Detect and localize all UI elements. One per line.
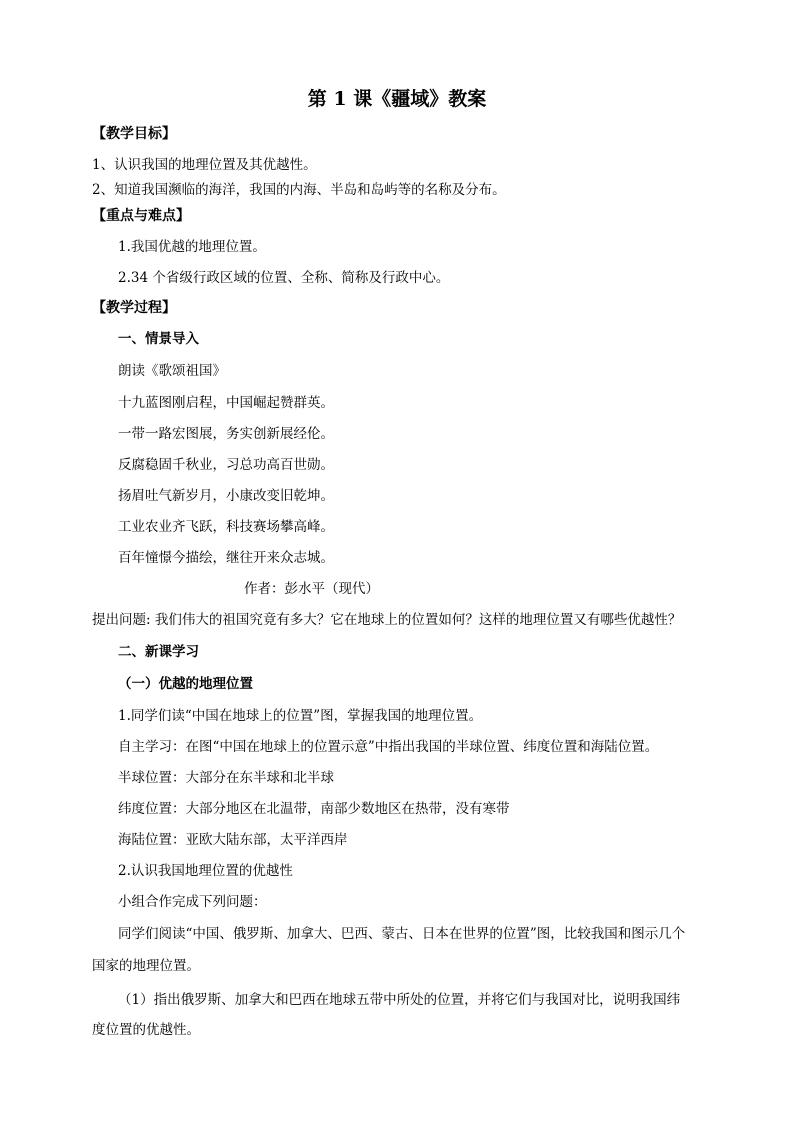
document-title: 第 1 课《疆域》教案 <box>307 88 487 110</box>
part-heading-new-lesson: 二、新课学习 <box>118 644 199 660</box>
sub-heading-location: （一）优越的地理位置 <box>118 676 253 692</box>
poem-line: 十九蓝图刚启程，中国崛起赞群英。 <box>118 395 334 411</box>
paragraph-line: 同学们阅读“中国、俄罗斯、加拿大、巴西、蒙古、日本在世界的位置”图，比较我国和图示几个 <box>118 926 686 942</box>
poem-title: 朗读《歌颂祖国》 <box>118 363 226 379</box>
part-heading-intro: 一、情景导入 <box>118 331 199 347</box>
paragraph-line: （1）指出俄罗斯、加拿大和巴西在地球五带中所处的位置，并将它们与我国对比，说明我国纬 <box>118 992 681 1008</box>
lesson-line: 小组合作完成下列问题： <box>118 894 267 910</box>
poem-author: 作者：彭水平（现代） <box>244 581 379 597</box>
paragraph-line: 度位置的优越性。 <box>92 1022 200 1038</box>
key-point-2: 2.34 个省级行政区域的位置、全称、简称及行政中心。 <box>118 270 450 286</box>
lesson-line: 海陆位置：亚欧大陆东部，太平洋西岸 <box>118 832 348 848</box>
section-heading-objectives: 【教学目标】 <box>92 126 176 142</box>
section-heading-process: 【教学过程】 <box>92 300 176 316</box>
poem-line: 反腐稳固千秋业，习总功高百世勋。 <box>118 457 334 473</box>
question-paragraph: 提出问题: 我们伟大的祖国究竟有多大？它在地球上的位置如何？这样的地理位置又有哪些优越性？ <box>92 612 682 628</box>
key-point-1: 1.我国优越的地理位置。 <box>118 239 266 255</box>
paragraph-line: 国家的地理位置。 <box>92 958 200 974</box>
lesson-line: 纬度位置：大部分地区在北温带，南部少数地区在热带，没有寒带 <box>118 801 510 817</box>
objective-item-2: 2、知道我国濒临的海洋，我国的内海、半岛和岛屿等的名称及分布。 <box>92 182 506 198</box>
lesson-line: 自主学习：在图“中国在地球上的位置示意”中指出我国的半球位置、纬度位置和海陆位置。 <box>118 739 659 755</box>
lesson-line: 半球位置：大部分在东半球和北半球 <box>118 770 334 786</box>
poem-line: 工业农业齐飞跃，科技赛场攀高峰。 <box>118 519 334 535</box>
poem-line: 一带一路宏图展，务实创新展经伦。 <box>118 426 334 442</box>
poem-line: 扬眉吐气新岁月，小康改变旧乾坤。 <box>118 488 334 504</box>
objective-item-1: 1、认识我国的地理位置及其优越性。 <box>92 157 317 173</box>
poem-line: 百年憧憬今描绘，继往开来众志城。 <box>118 550 334 566</box>
lesson-line: 1.同学们读“中国在地球上的位置”图，掌握我国的地理位置。 <box>118 708 483 724</box>
section-heading-key-points: 【重点与难点】 <box>92 208 190 224</box>
lesson-line: 2.认识我国地理位置的优越性 <box>118 863 293 879</box>
